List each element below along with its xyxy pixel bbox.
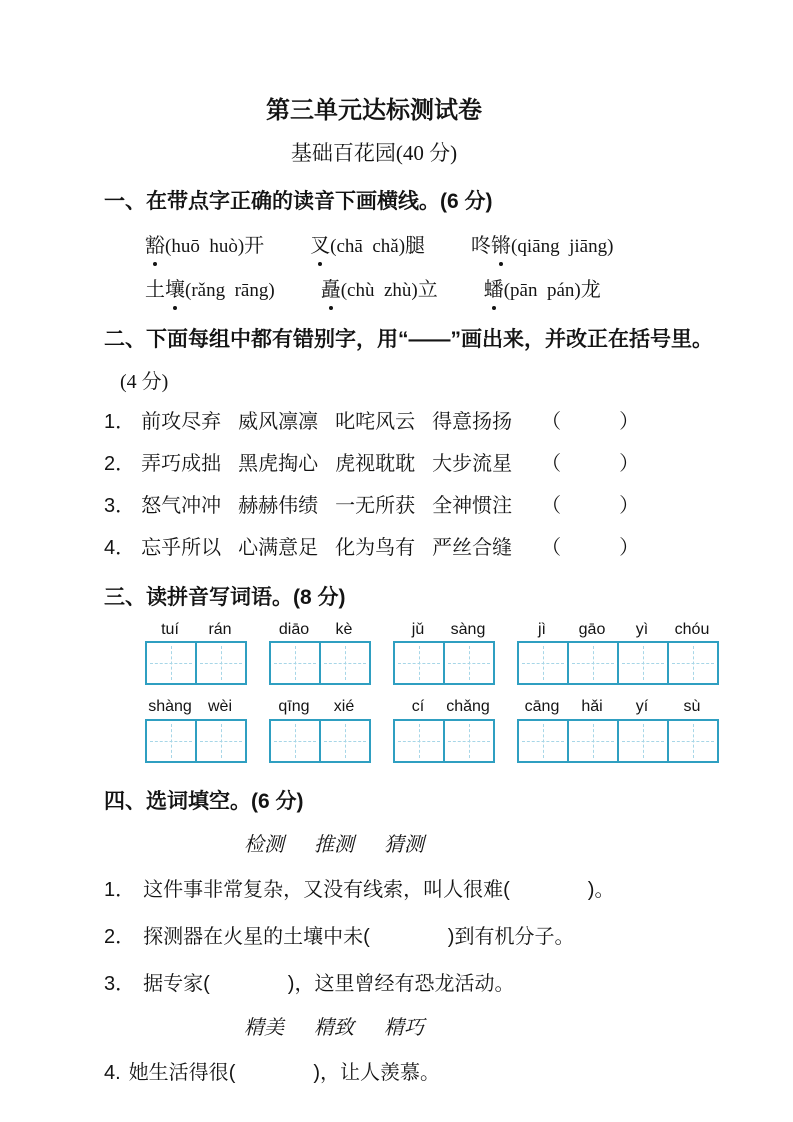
bracket-close: ） [619,452,640,475]
answer-bracket [541,409,639,436]
word-grid-group [393,697,495,765]
pinyin-option [321,277,438,304]
bracket-close: ) [287,972,295,995]
pinyin-label: jǔ [411,621,425,639]
pinyin-label: xié [333,698,355,716]
writing-grid-row [104,620,753,688]
sentence-after-blank: ，让人羡慕。 [320,1061,441,1084]
bracket-open: （ [541,452,562,475]
pinyin-label: chǎng [446,698,490,716]
word-bank-option: 精巧 [384,1016,424,1039]
word-bank [104,828,564,857]
item-number: 1． [104,410,136,433]
idiom-word: 严丝合缝 [432,536,513,559]
item-number: 4． [104,536,136,559]
bracket-close: ) [447,925,455,948]
character: 土 [145,278,165,301]
pinyin-choices: (qiāng jiāng) [511,235,614,257]
pinyin-labels [517,697,719,716]
writing-cell [197,643,245,683]
character: 龙 [580,278,601,301]
pinyin-choices: (chā chǎ) [330,235,406,257]
dotted-character: 锵 [491,233,511,260]
pinyin-label: yí [635,698,649,716]
page-title: 第三单元达标测试卷 [266,97,482,124]
writing-cells [269,719,371,763]
writing-grid-row [104,697,753,765]
pinyin-option [310,233,425,260]
idiom-word: 大步流星 [432,452,513,475]
answer-bracket [541,493,639,520]
bracket-close: ） [619,410,640,433]
section-1-pinyin-options [104,233,753,304]
pinyin-label: sù [683,698,701,716]
pinyin-option-row [104,233,753,260]
bracket-open: （ [541,536,562,559]
writing-cell [519,721,569,761]
item-number: 3． [104,972,136,995]
pinyin-labels [145,620,247,639]
typo-item [104,409,753,436]
word-grid-group [393,620,495,688]
idiom-word: 化为鸟有 [335,536,416,559]
writing-cells [145,719,247,763]
section-3-heading: 三、读拼音写词语。(8 分) [104,585,346,609]
bracket-open: （ [541,494,562,517]
writing-cell [147,643,197,683]
writing-cell [519,643,569,683]
pinyin-label: qīng [278,698,310,716]
writing-cell [197,721,245,761]
writing-cells [145,641,247,685]
sentence-after-blank: ，这里曾经有恐龙活动。 [294,972,515,995]
pinyin-labels [269,620,371,639]
bracket-open: ( [228,1061,236,1084]
writing-cell [619,721,669,761]
typo-item [104,451,753,478]
section-1-heading: 一、在带点字正确的读音下画横线。(6 分) [104,190,493,214]
idiom-word: 黑虎掏心 [238,452,319,475]
idiom-word: 威风凛凛 [238,410,319,433]
writing-cell [395,643,445,683]
dotted-character: 叉 [310,233,330,260]
section-2-heading: 二、下面每组中都有错别字，用“——”画出来，并改正在括号里。 [104,327,713,351]
pinyin-label: cí [411,698,425,716]
writing-cell [271,643,321,683]
pinyin-choices: (chù zhù) [340,279,418,301]
writing-cell [569,643,619,683]
writing-cells [393,719,495,763]
idiom-word: 弄巧成拙 [141,452,222,475]
pinyin-label: chóu [674,621,710,639]
writing-cell [569,721,619,761]
writing-cell [619,643,669,683]
character: 立 [417,278,438,301]
writing-cell [321,721,369,761]
idiom-word: 一无所获 [335,494,416,517]
writing-cell [445,721,493,761]
item-number: 4. [104,1061,121,1084]
pinyin-choices: (pān pán) [503,279,581,301]
sentence-before-blank: 这件事非常复杂，又没有线索，叫人很难 [143,878,504,901]
section-2-score: (4 分) [120,370,169,393]
pinyin-label: wèi [207,698,232,716]
idiom-word: 全神惯注 [432,494,513,517]
pinyin-label: sàng [450,621,486,639]
fill-blank-item [104,924,753,951]
pinyin-label: jì [538,621,546,639]
writing-cell [395,721,445,761]
dotted-character: 蟠 [484,277,504,304]
writing-cells [269,641,371,685]
pinyin-label: tuí [161,621,179,639]
word-grid-group [517,620,719,688]
word-bank-option: 精致 [314,1016,354,1039]
pinyin-label: gāo [578,621,606,639]
word-bank-option: 推测 [314,833,354,856]
item-number: 2． [104,452,136,475]
writing-cell [147,721,197,761]
sentence-after-blank: 到有机分子。 [454,925,575,948]
word-bank-option: 猜测 [384,833,424,856]
writing-cells [517,719,719,763]
answer-bracket [541,535,639,562]
idiom-word: 叱咤风云 [335,410,416,433]
sentence-before-blank: 她生活得很 [128,1061,229,1084]
bracket-close: ) [313,1061,321,1084]
pinyin-label: hǎi [581,698,603,716]
section-4-fill-blanks [104,828,753,1087]
pinyin-label: yì [635,621,649,639]
typo-item [104,535,753,562]
pinyin-labels [269,697,371,716]
page-subtitle: 基础百花园(40 分) [290,141,458,165]
bracket-open: （ [541,410,562,433]
typo-item [104,493,753,520]
pinyin-labels [517,620,719,639]
section-4-heading: 四、选词填空。(6 分) [104,789,304,813]
writing-cell [669,721,717,761]
pinyin-option-row [104,277,753,304]
dotted-character: 矗 [321,277,341,304]
writing-cell [271,721,321,761]
fill-blank-item [104,1060,753,1087]
item-number: 2． [104,925,136,948]
writing-cell [321,643,369,683]
word-grid-group [145,697,247,765]
character: 腿 [405,234,426,257]
word-grid-group [145,620,247,688]
idiom-word: 前攻尽弃 [141,410,222,433]
idiom-word: 忘乎所以 [141,536,222,559]
bracket-open: ( [503,878,510,901]
sentence-after-blank: 。 [594,878,615,901]
word-grid-group [517,697,719,765]
word-bank [104,1011,564,1040]
section-3-writing-grids [104,620,753,765]
pinyin-label: cāng [524,698,560,716]
bracket-open: ( [203,972,210,995]
pinyin-choices: (rǎng rāng) [185,279,275,301]
item-number: 1． [104,878,136,901]
idiom-word: 心满意足 [238,536,319,559]
writing-cells [517,641,719,685]
dotted-character: 豁 [145,233,165,260]
bracket-close: ） [619,536,640,559]
writing-cells [393,641,495,685]
word-grid-group [269,620,371,688]
pinyin-labels [393,620,495,639]
pinyin-choices: (huō huò) [165,235,245,257]
pinyin-labels [393,697,495,716]
pinyin-option [145,277,275,304]
idiom-word: 赫赫伟绩 [238,494,319,517]
bracket-close: ） [619,494,640,517]
pinyin-option [471,233,613,260]
pinyin-label: shàng [148,698,192,716]
word-bank-option: 精美 [244,1016,284,1039]
fill-blank-item [104,971,753,998]
sentence-before-blank: 探测器在火星的土壤中未 [143,925,364,948]
character: 咚 [471,234,492,257]
answer-bracket [541,451,639,478]
idiom-word: 怒气冲冲 [141,494,222,517]
pinyin-option [484,277,601,304]
idiom-word: 得意扬扬 [432,410,513,433]
section-2-items [104,409,753,562]
bracket-open: ( [363,925,370,948]
writing-cell [669,643,717,683]
bracket-close: ) [587,878,595,901]
sentence-before-blank: 据专家 [143,972,204,995]
writing-cell [445,643,493,683]
pinyin-labels [145,697,247,716]
dotted-character: 壤 [165,277,185,304]
pinyin-label: kè [335,621,353,639]
pinyin-option [145,233,264,260]
word-grid-group [269,697,371,765]
fill-blank-item [104,877,753,904]
pinyin-label: rán [208,621,232,639]
character: 开 [244,234,265,257]
idiom-word: 虎视耽耽 [335,452,416,475]
item-number: 3． [104,494,136,517]
word-bank-option: 检测 [244,833,284,856]
pinyin-label: diāo [278,621,310,639]
